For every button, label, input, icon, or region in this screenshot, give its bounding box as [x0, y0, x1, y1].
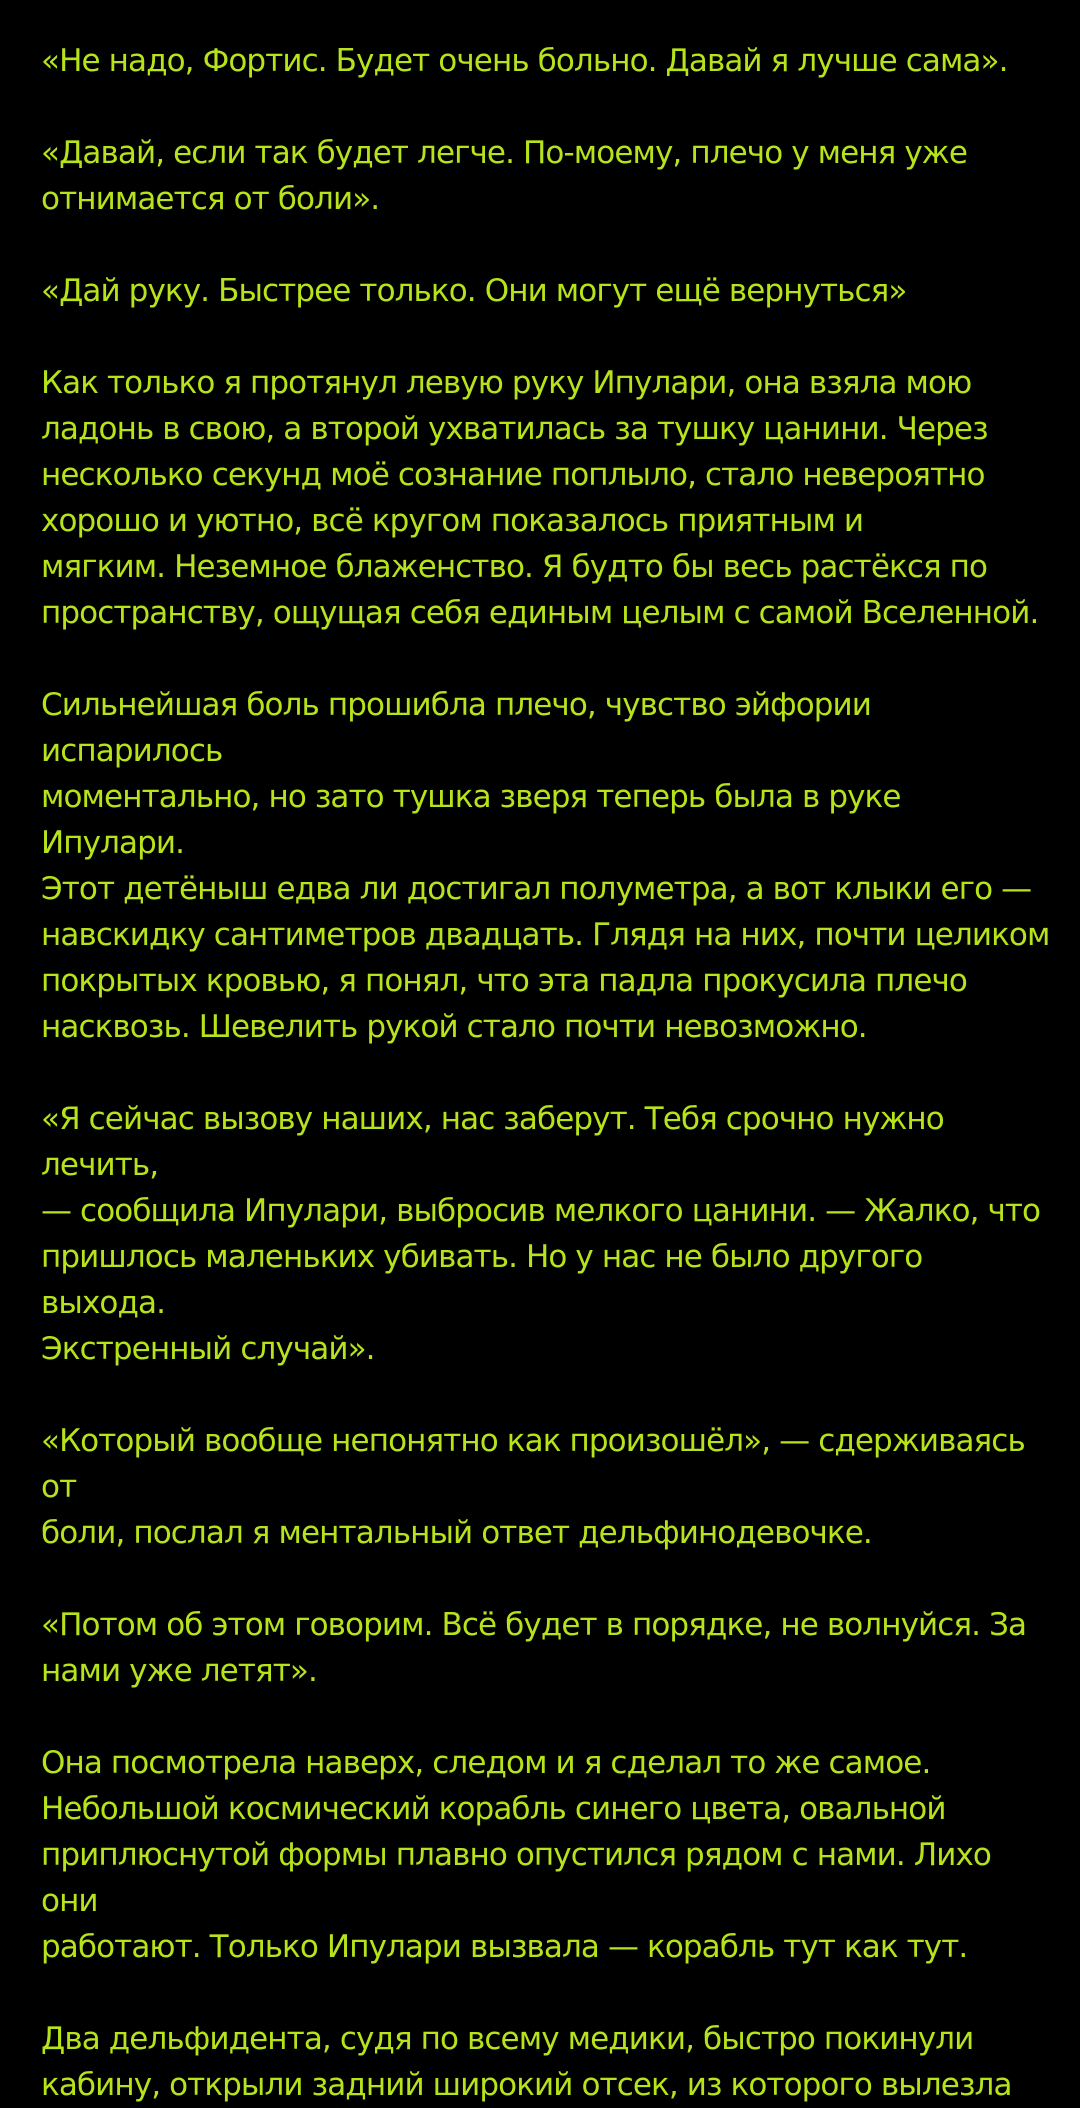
- paragraph-2: «Давай, если так будет легче. По-моему, плечо у меня уже отнимается от боли».: [41, 135, 968, 217]
- paragraph-1: «Не надо, Фортис. Будет очень больно. Давай я лучше сама».: [41, 43, 1008, 79]
- paragraph-9: Она посмотрела наверх, следом и я сделал то же самое. Небольшой космический корабль синего цвета, овальной приплюснутой формы плавно опустился рядом с нами. Лихо они работают. Только Ипулари вызвала — корабль тут как тут.: [41, 1745, 991, 1965]
- reader-page[interactable]: [41, 38, 1051, 2103]
- paragraph-6: «Я сейчас вызову наших, нас заберут. Тебя срочно нужно лечить, — сообщила Ипулари, выбросив мелкого цанини. — Жалко, что пришлось маленьких убивать. Но у нас не было другого выхода. Экстренный случай».: [41, 1101, 1041, 1367]
- paragraph-8: «Потом об этом говорим. Всё будет в порядке, не волнуйся. За нами уже летят».: [41, 1607, 1027, 1689]
- paragraph-4: Как только я протянул левую руку Ипулари, она взяла мою ладонь в свою, а второй ухватилась за тушку цанини. Через несколько секунд моё сознание поплыло, стало невероятно хорошо и уютно, всё кругом показалось приятным и мягким. Неземное блаженство. Я будто бы весь растёкся по пространству, ощущая себя единым целым с самой Вселенной.: [41, 365, 1039, 631]
- paragraph-7: «Который вообще непонятно как произошёл», — сдерживаясь от боли, послал я ментальный ответ дельфинодевочке.: [41, 1423, 1025, 1551]
- paragraph-5: Сильнейшая боль прошибла плечо, чувство эйфории испарилось моментально, но зато тушка зверя теперь была в руке Ипулари. Этот детёныш едва ли достигал полуметра, а вот клыки его — навскидку сантиметров двадцать. Глядя на них, почти целиком покрытых кровью, я понял, что эта падла прокусила плечо насквозь. Шевелить рукой стало почти невозможно.: [41, 687, 1050, 1045]
- paragraph-10: Два дельфидента, судя по всему медики, быстро покинули кабину, открыли задний широкий отсек, из которого вылезла: [41, 2021, 1012, 2103]
- paragraph-3: «Дай руку. Быстрее только. Они могут ещё вернуться»: [41, 273, 907, 309]
